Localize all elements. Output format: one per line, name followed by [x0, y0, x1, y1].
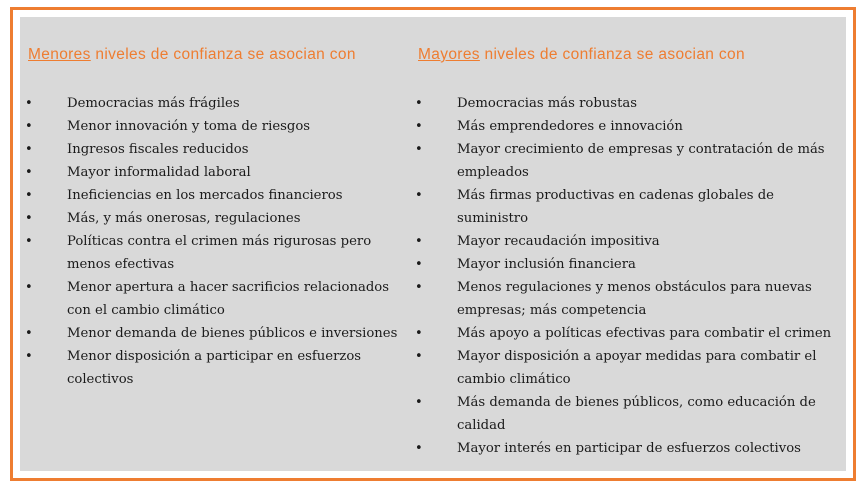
higher-trust-heading-emphasis: Mayores — [418, 46, 480, 63]
list-item: • Mayor disposición a apoyar medidas para combatir el cambio climático — [414, 345, 844, 391]
lower-trust-heading-emphasis: Menores — [28, 46, 91, 63]
list-item: • Democracias más robustas — [414, 92, 844, 115]
list-item: • Mayor crecimiento de empresas y contratación de más empleados — [414, 138, 844, 184]
list-item: • Menor innovación y toma de riesgos — [24, 115, 404, 138]
list-item: • Mayor inclusión financiera — [414, 253, 844, 276]
comparison-box — [10, 7, 856, 481]
lower-trust-heading-text: niveles de confianza se asocian con — [90, 46, 356, 63]
list-item: • Democracias más frágiles — [24, 92, 404, 115]
comparison-panel — [20, 17, 846, 471]
list-item: • Mayor recaudación impositiva — [414, 230, 844, 253]
list-item: • Más demanda de bienes públicos, como educación de calidad — [414, 391, 844, 437]
lower-trust-list — [24, 92, 404, 391]
list-item: • Menor apertura a hacer sacrificios relacionados con el cambio climático — [24, 276, 404, 322]
lower-trust-heading — [28, 46, 356, 64]
list-item: • Más firmas productivas en cadenas globales de suministro — [414, 184, 844, 230]
higher-trust-heading-text: niveles de confianza se asocian con — [479, 46, 745, 63]
list-item: • Más emprendedores e innovación — [414, 115, 844, 138]
list-item: • Políticas contra el crimen más rigurosas pero menos efectivas — [24, 230, 404, 276]
list-item: • Menor demanda de bienes públicos e inversiones — [24, 322, 404, 345]
list-item: • Más, y más onerosas, regulaciones — [24, 207, 404, 230]
list-item: • Ineficiencias en los mercados financieros — [24, 184, 404, 207]
list-item: • Menos regulaciones y menos obstáculos para nuevas empresas; más competencia — [414, 276, 844, 322]
list-item: • Mayor interés en participar de esfuerzos colectivos — [414, 437, 844, 460]
list-item: • Menor disposición a participar en esfuerzos colectivos — [24, 345, 404, 391]
higher-trust-list — [414, 92, 844, 460]
list-item: • Más apoyo a políticas efectivas para combatir el crimen — [414, 322, 844, 345]
list-item: • Ingresos fiscales reducidos — [24, 138, 404, 161]
list-item: • Mayor informalidad laboral — [24, 161, 404, 184]
higher-trust-heading — [418, 46, 745, 64]
